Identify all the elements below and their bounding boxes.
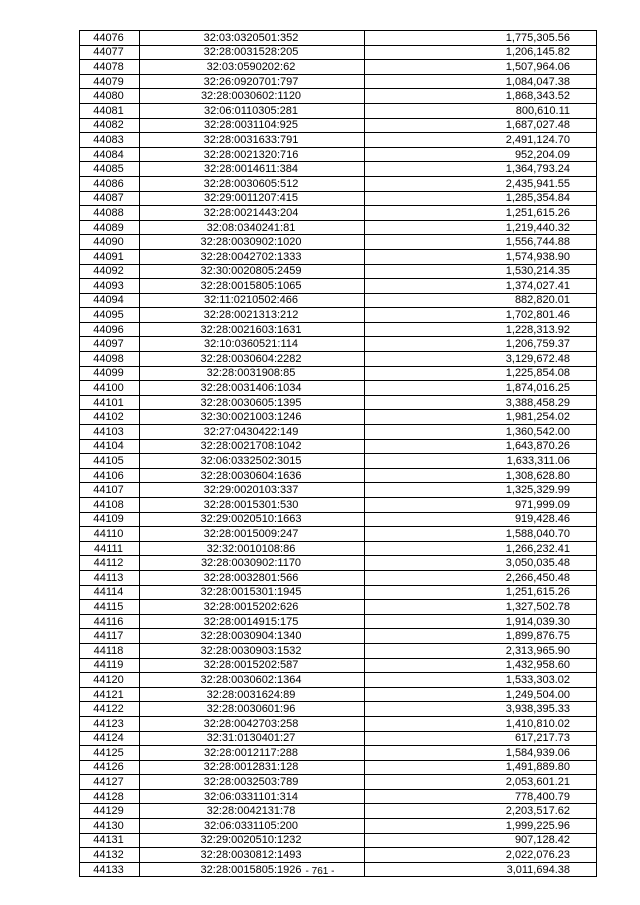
value-cell: 1,999,225.96 bbox=[365, 819, 597, 834]
cadastral-number-cell: 32:28:0012117:288 bbox=[140, 746, 365, 761]
row-number-cell: 44096 bbox=[80, 322, 140, 337]
row-number-cell: 44084 bbox=[80, 147, 140, 162]
value-cell: 882,820.01 bbox=[365, 293, 597, 308]
table-row bbox=[80, 512, 597, 527]
row-number-cell: 44086 bbox=[80, 176, 140, 191]
value-cell: 2,266,450.48 bbox=[365, 570, 597, 585]
value-cell: 1,914,039.30 bbox=[365, 614, 597, 629]
value-cell: 1,360,542.00 bbox=[365, 425, 597, 440]
value-cell: 1,584,939.06 bbox=[365, 746, 597, 761]
cadastral-number-cell: 32:29:0020103:337 bbox=[140, 483, 365, 498]
row-number-cell: 44124 bbox=[80, 731, 140, 746]
table-row bbox=[80, 337, 597, 352]
row-number-cell: 44099 bbox=[80, 366, 140, 381]
row-number-cell: 44107 bbox=[80, 483, 140, 498]
value-cell: 2,022,076.23 bbox=[365, 848, 597, 863]
cadastral-number-cell: 32:29:0011207:415 bbox=[140, 191, 365, 206]
cadastral-number-cell: 32:28:0015301:530 bbox=[140, 498, 365, 513]
cadastral-number-cell: 32:28:0030602:1364 bbox=[140, 673, 365, 688]
cadastral-number-cell: 32:27:0430422:149 bbox=[140, 425, 365, 440]
table-row bbox=[80, 702, 597, 717]
row-number-cell: 44108 bbox=[80, 498, 140, 513]
cadastral-number-cell: 32:28:0014915:175 bbox=[140, 614, 365, 629]
cadastral-number-cell: 32:28:0021708:1042 bbox=[140, 439, 365, 454]
value-cell: 1,643,870.26 bbox=[365, 439, 597, 454]
cadastral-number-cell: 32:28:0031528:205 bbox=[140, 45, 365, 60]
cadastral-number-cell: 32:28:0042131:78 bbox=[140, 804, 365, 819]
cadastral-number-cell: 32:30:0020805:2459 bbox=[140, 264, 365, 279]
cadastral-number-cell: 32:29:0020510:1663 bbox=[140, 512, 365, 527]
row-number-cell: 44121 bbox=[80, 687, 140, 702]
cadastral-number-cell: 32:06:0331105:200 bbox=[140, 819, 365, 834]
table-row bbox=[80, 527, 597, 542]
cadastral-number-cell: 32:28:0030601:96 bbox=[140, 702, 365, 717]
table-row bbox=[80, 819, 597, 834]
table-row bbox=[80, 103, 597, 118]
value-cell: 1,556,744.88 bbox=[365, 235, 597, 250]
table-row bbox=[80, 176, 597, 191]
value-cell: 1,507,964.06 bbox=[365, 60, 597, 75]
row-number-cell: 44122 bbox=[80, 702, 140, 717]
value-cell: 3,011,694.38 bbox=[365, 862, 597, 877]
value-cell: 3,129,672.48 bbox=[365, 352, 597, 367]
cadastral-number-cell: 32:26:0920701:797 bbox=[140, 74, 365, 89]
cadastral-number-cell: 32:28:0031406:1034 bbox=[140, 381, 365, 396]
row-number-cell: 44114 bbox=[80, 585, 140, 600]
table-row bbox=[80, 410, 597, 425]
row-number-cell: 44120 bbox=[80, 673, 140, 688]
table-row bbox=[80, 45, 597, 60]
cadastral-number-cell: 32:28:0031908:85 bbox=[140, 366, 365, 381]
row-number-cell: 44133 bbox=[80, 862, 140, 877]
row-number-cell: 44123 bbox=[80, 716, 140, 731]
row-number-cell: 44128 bbox=[80, 789, 140, 804]
table-row bbox=[80, 716, 597, 731]
table-row bbox=[80, 395, 597, 410]
cadastral-number-cell: 32:28:0031624:89 bbox=[140, 687, 365, 702]
cadastral-number-cell: 32:28:0030605:1395 bbox=[140, 395, 365, 410]
page-number: - 761 - bbox=[305, 866, 335, 877]
value-cell: 778,400.79 bbox=[365, 789, 597, 804]
row-number-cell: 44113 bbox=[80, 570, 140, 585]
value-cell: 1,266,232.41 bbox=[365, 541, 597, 556]
row-number-cell: 44090 bbox=[80, 235, 140, 250]
row-number-cell: 44076 bbox=[80, 31, 140, 46]
table-row bbox=[80, 206, 597, 221]
row-number-cell: 44125 bbox=[80, 746, 140, 761]
value-cell: 1,327,502.78 bbox=[365, 600, 597, 615]
value-cell: 1,574,938.90 bbox=[365, 249, 597, 264]
table-row bbox=[80, 191, 597, 206]
table-row bbox=[80, 31, 597, 46]
cadastral-number-cell: 32:28:0015805:1926 bbox=[140, 862, 365, 877]
table-row bbox=[80, 775, 597, 790]
cadastral-number-cell: 32:28:0030903:1532 bbox=[140, 643, 365, 658]
cadastral-number-cell: 32:28:0030902:1170 bbox=[140, 556, 365, 571]
table-row bbox=[80, 483, 597, 498]
value-cell: 3,938,395.33 bbox=[365, 702, 597, 717]
table-row bbox=[80, 673, 597, 688]
value-cell: 1,285,354.84 bbox=[365, 191, 597, 206]
row-number-cell: 44110 bbox=[80, 527, 140, 542]
table-row bbox=[80, 308, 597, 323]
table-row bbox=[80, 89, 597, 104]
row-number-cell: 44088 bbox=[80, 206, 140, 221]
value-cell: 2,313,965.90 bbox=[365, 643, 597, 658]
cadastral-value-table bbox=[79, 30, 597, 877]
value-cell: 1,981,254.02 bbox=[365, 410, 597, 425]
value-cell: 1,374,027.41 bbox=[365, 279, 597, 294]
value-cell: 1,702,801.46 bbox=[365, 308, 597, 323]
value-cell: 971,999.09 bbox=[365, 498, 597, 513]
value-cell: 3,388,458.29 bbox=[365, 395, 597, 410]
value-cell: 1,533,303.02 bbox=[365, 673, 597, 688]
value-cell: 1,687,027.48 bbox=[365, 118, 597, 133]
row-number-cell: 44109 bbox=[80, 512, 140, 527]
table-row bbox=[80, 760, 597, 775]
value-cell: 1,633,311.06 bbox=[365, 454, 597, 469]
cadastral-number-cell: 32:28:0015202:626 bbox=[140, 600, 365, 615]
cadastral-number-cell: 32:28:0014611:384 bbox=[140, 162, 365, 177]
value-cell: 1,432,958.60 bbox=[365, 658, 597, 673]
table-row bbox=[80, 848, 597, 863]
value-cell: 919,428.46 bbox=[365, 512, 597, 527]
row-number-cell: 44116 bbox=[80, 614, 140, 629]
cadastral-number-cell: 32:28:0042702:1333 bbox=[140, 249, 365, 264]
value-cell: 1,588,040.70 bbox=[365, 527, 597, 542]
row-number-cell: 44127 bbox=[80, 775, 140, 790]
row-number-cell: 44131 bbox=[80, 833, 140, 848]
cadastral-number-cell: 32:28:0030602:1120 bbox=[140, 89, 365, 104]
table-row bbox=[80, 731, 597, 746]
cadastral-number-cell: 32:10:0360521:114 bbox=[140, 337, 365, 352]
table-row bbox=[80, 600, 597, 615]
cadastral-number-cell: 32:06:0110305:281 bbox=[140, 103, 365, 118]
row-number-cell: 44102 bbox=[80, 410, 140, 425]
value-cell: 1,251,615.26 bbox=[365, 585, 597, 600]
cadastral-number-cell: 32:28:0030604:1636 bbox=[140, 468, 365, 483]
row-number-cell: 44101 bbox=[80, 395, 140, 410]
table-row bbox=[80, 658, 597, 673]
table-row bbox=[80, 279, 597, 294]
cadastral-number-cell: 32:28:0030904:1340 bbox=[140, 629, 365, 644]
table-row bbox=[80, 833, 597, 848]
table-row bbox=[80, 381, 597, 396]
cadastral-number-cell: 32:28:0032801:566 bbox=[140, 570, 365, 585]
row-number-cell: 44115 bbox=[80, 600, 140, 615]
table-row bbox=[80, 439, 597, 454]
row-number-cell: 44118 bbox=[80, 643, 140, 658]
row-number-cell: 44089 bbox=[80, 220, 140, 235]
row-number-cell: 44093 bbox=[80, 279, 140, 294]
table-row bbox=[80, 498, 597, 513]
table-row bbox=[80, 162, 597, 177]
table-row bbox=[80, 585, 597, 600]
cadastral-number-cell: 32:28:0015301:1945 bbox=[140, 585, 365, 600]
value-cell: 1,364,793.24 bbox=[365, 162, 597, 177]
cadastral-number-cell: 32:30:0021003:1246 bbox=[140, 410, 365, 425]
table-row bbox=[80, 425, 597, 440]
row-number-cell: 44111 bbox=[80, 541, 140, 556]
table-row bbox=[80, 454, 597, 469]
cadastral-number-cell: 32:08:0340241:81 bbox=[140, 220, 365, 235]
cadastral-number-cell: 32:03:0320501:352 bbox=[140, 31, 365, 46]
table-row bbox=[80, 789, 597, 804]
cadastral-number-cell: 32:28:0021603:1631 bbox=[140, 322, 365, 337]
cadastral-number-cell: 32:28:0030605:512 bbox=[140, 176, 365, 191]
row-number-cell: 44104 bbox=[80, 439, 140, 454]
row-number-cell: 44117 bbox=[80, 629, 140, 644]
cadastral-number-cell: 32:31:0130401:27 bbox=[140, 731, 365, 746]
cadastral-number-cell: 32:28:0021313:212 bbox=[140, 308, 365, 323]
table-row bbox=[80, 541, 597, 556]
row-number-cell: 44112 bbox=[80, 556, 140, 571]
table-row bbox=[80, 249, 597, 264]
value-cell: 907,128.42 bbox=[365, 833, 597, 848]
value-cell: 1,325,329.99 bbox=[365, 483, 597, 498]
value-cell: 2,435,941.55 bbox=[365, 176, 597, 191]
row-number-cell: 44100 bbox=[80, 381, 140, 396]
table-row bbox=[80, 746, 597, 761]
value-cell: 2,203,517.62 bbox=[365, 804, 597, 819]
cadastral-number-cell: 32:28:0031104:925 bbox=[140, 118, 365, 133]
table-row bbox=[80, 264, 597, 279]
cadastral-number-cell: 32:28:0015009:247 bbox=[140, 527, 365, 542]
value-cell: 1,899,876.75 bbox=[365, 629, 597, 644]
row-number-cell: 44119 bbox=[80, 658, 140, 673]
value-cell: 1,084,047.38 bbox=[365, 74, 597, 89]
table-row bbox=[80, 322, 597, 337]
table-row bbox=[80, 220, 597, 235]
cadastral-number-cell: 32:28:0030812:1493 bbox=[140, 848, 365, 863]
row-number-cell: 44078 bbox=[80, 60, 140, 75]
table-row bbox=[80, 235, 597, 250]
table-row bbox=[80, 614, 597, 629]
table-row bbox=[80, 366, 597, 381]
table-row bbox=[80, 629, 597, 644]
row-number-cell: 44129 bbox=[80, 804, 140, 819]
table-row bbox=[80, 133, 597, 148]
cadastral-number-cell: 32:28:0032503:789 bbox=[140, 775, 365, 790]
value-cell: 1,206,759.37 bbox=[365, 337, 597, 352]
cadastral-number-cell: 32:28:0012831:128 bbox=[140, 760, 365, 775]
value-cell: 952,204.09 bbox=[365, 147, 597, 162]
row-number-cell: 44082 bbox=[80, 118, 140, 133]
cadastral-number-cell: 32:28:0030604:2282 bbox=[140, 352, 365, 367]
table-row bbox=[80, 118, 597, 133]
table-row bbox=[80, 60, 597, 75]
row-number-cell: 44085 bbox=[80, 162, 140, 177]
value-cell: 1,491,889.80 bbox=[365, 760, 597, 775]
row-number-cell: 44105 bbox=[80, 454, 140, 469]
row-number-cell: 44091 bbox=[80, 249, 140, 264]
table-row bbox=[80, 556, 597, 571]
cadastral-number-cell: 32:28:0021320:716 bbox=[140, 147, 365, 162]
table-row bbox=[80, 74, 597, 89]
value-cell: 2,491,124.70 bbox=[365, 133, 597, 148]
table-row bbox=[80, 293, 597, 308]
row-number-cell: 44087 bbox=[80, 191, 140, 206]
cadastral-number-cell: 32:06:0331101:314 bbox=[140, 789, 365, 804]
row-number-cell: 44106 bbox=[80, 468, 140, 483]
cadastral-number-cell: 32:28:0021443:204 bbox=[140, 206, 365, 221]
cadastral-number-cell: 32:03:0590202:62 bbox=[140, 60, 365, 75]
row-number-cell: 44095 bbox=[80, 308, 140, 323]
row-number-cell: 44132 bbox=[80, 848, 140, 863]
value-cell: 1,225,854.08 bbox=[365, 366, 597, 381]
cadastral-number-cell: 32:28:0042703:258 bbox=[140, 716, 365, 731]
cadastral-number-cell: 32:11:0210502:466 bbox=[140, 293, 365, 308]
table-row bbox=[80, 147, 597, 162]
cadastral-number-cell: 32:28:0015202:587 bbox=[140, 658, 365, 673]
value-cell: 3,050,035.48 bbox=[365, 556, 597, 571]
table-body bbox=[80, 31, 597, 877]
cadastral-number-cell: 32:32:0010108:86 bbox=[140, 541, 365, 556]
cadastral-number-cell: 32:28:0015805:1065 bbox=[140, 279, 365, 294]
cadastral-number-cell: 32:06:0332502:3015 bbox=[140, 454, 365, 469]
row-number-cell: 44094 bbox=[80, 293, 140, 308]
table-row bbox=[80, 643, 597, 658]
value-cell: 1,410,810.02 bbox=[365, 716, 597, 731]
table-row bbox=[80, 570, 597, 585]
value-cell: 1,206,145.82 bbox=[365, 45, 597, 60]
row-number-cell: 44077 bbox=[80, 45, 140, 60]
table-row bbox=[80, 352, 597, 367]
row-number-cell: 44083 bbox=[80, 133, 140, 148]
value-cell: 1,228,313.92 bbox=[365, 322, 597, 337]
row-number-cell: 44079 bbox=[80, 74, 140, 89]
value-cell: 800,610.11 bbox=[365, 103, 597, 118]
value-cell: 1,251,615.26 bbox=[365, 206, 597, 221]
value-cell: 1,874,016.25 bbox=[365, 381, 597, 396]
value-cell: 1,249,504.00 bbox=[365, 687, 597, 702]
row-number-cell: 44103 bbox=[80, 425, 140, 440]
value-cell: 1,775,305.56 bbox=[365, 31, 597, 46]
table-row bbox=[80, 804, 597, 819]
value-cell: 617,217.73 bbox=[365, 731, 597, 746]
table-row bbox=[80, 687, 597, 702]
row-number-cell: 44098 bbox=[80, 352, 140, 367]
cadastral-number-cell: 32:28:0031633:791 bbox=[140, 133, 365, 148]
table-row bbox=[80, 468, 597, 483]
row-number-cell: 44126 bbox=[80, 760, 140, 775]
row-number-cell: 44080 bbox=[80, 89, 140, 104]
cadastral-number-cell: 32:28:0030902:1020 bbox=[140, 235, 365, 250]
row-number-cell: 44081 bbox=[80, 103, 140, 118]
value-cell: 1,530,214.35 bbox=[365, 264, 597, 279]
value-cell: 1,219,440.32 bbox=[365, 220, 597, 235]
value-cell: 1,308,628.80 bbox=[365, 468, 597, 483]
row-number-cell: 44097 bbox=[80, 337, 140, 352]
value-cell: 1,868,343.52 bbox=[365, 89, 597, 104]
cadastral-number-cell: 32:29:0020510:1232 bbox=[140, 833, 365, 848]
row-number-cell: 44130 bbox=[80, 819, 140, 834]
row-number-cell: 44092 bbox=[80, 264, 140, 279]
value-cell: 2,053,601.21 bbox=[365, 775, 597, 790]
